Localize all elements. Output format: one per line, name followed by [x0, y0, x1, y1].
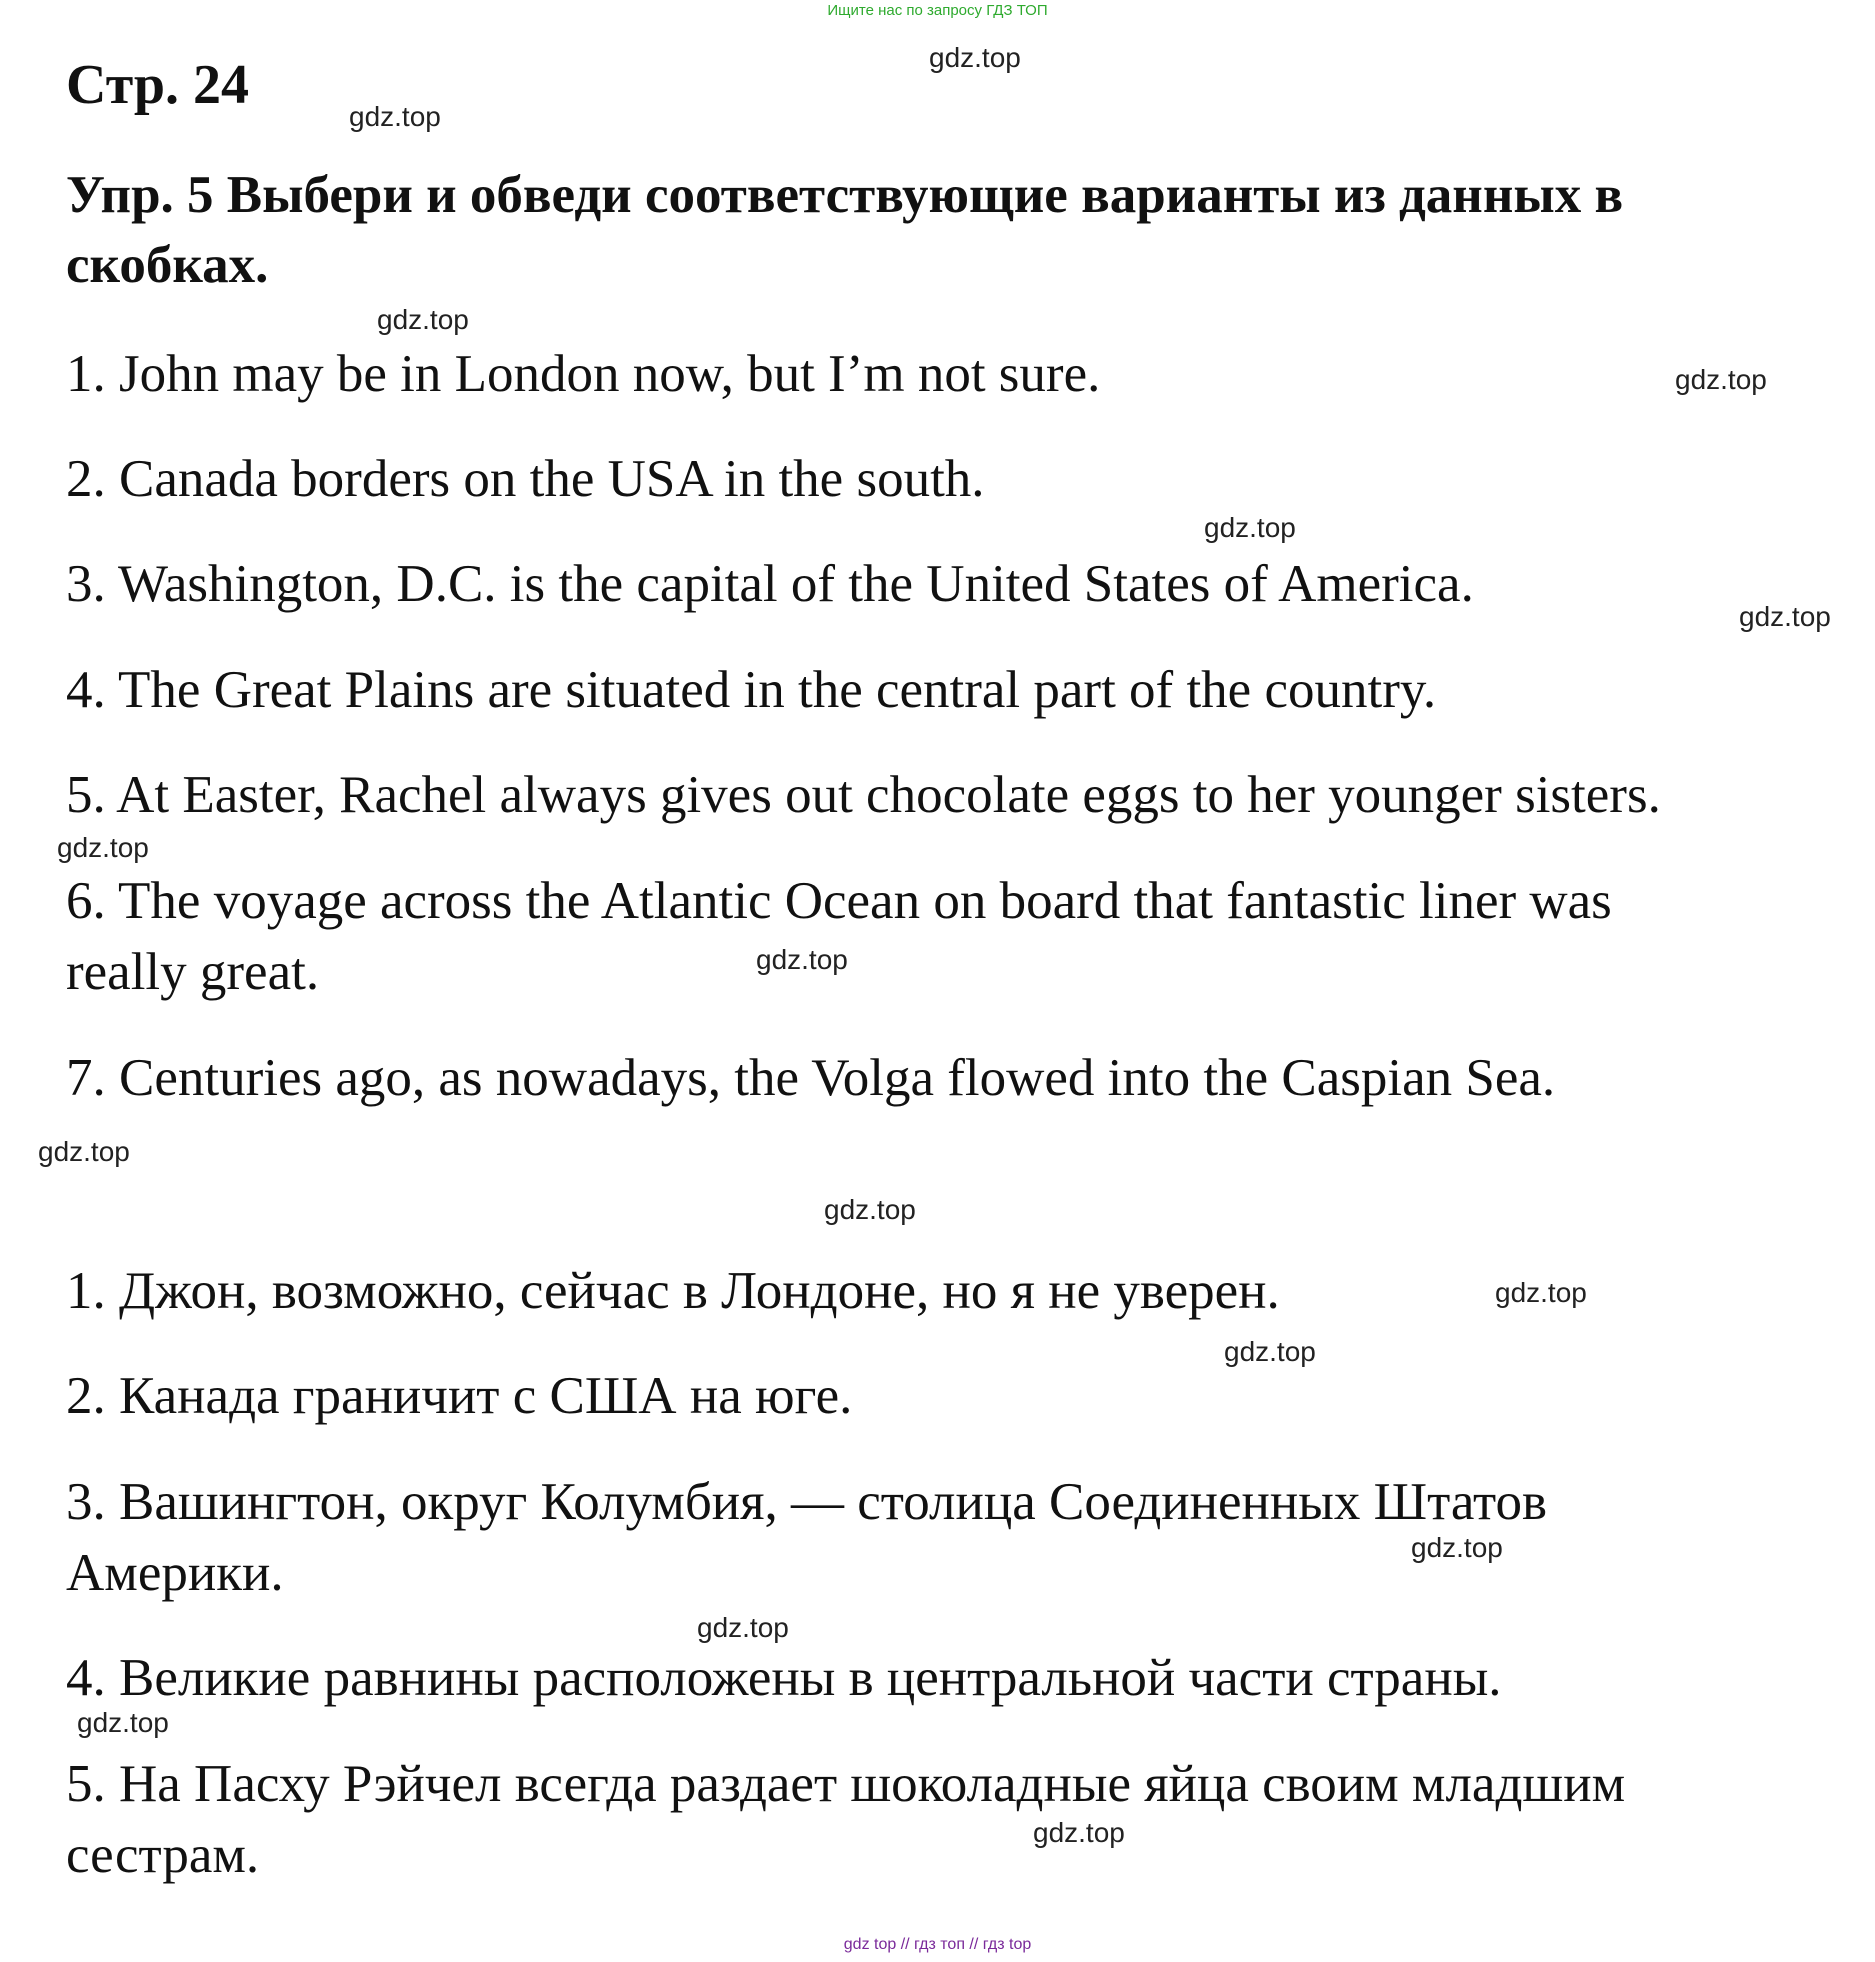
russian-sentence-1: 1. Джон, возможно, сейчас в Лондоне, но я не уверен.: [66, 1262, 1280, 1320]
russian-sentence-3: 3. Вашингтон, округ Колумбия, — столица Соединенных Штатов: [66, 1473, 1548, 1531]
watermark: gdz.top: [1204, 512, 1296, 543]
russian-sentence-4: 4. Великие равнины расположены в центральной части страны.: [66, 1649, 1502, 1707]
english-sentence-4: 4. The Great Plains are situated in the central part of the country.: [66, 661, 1437, 719]
watermark: gdz.top: [77, 1707, 169, 1738]
watermark: gdz.top: [1739, 601, 1831, 632]
watermark: gdz.top: [377, 304, 469, 335]
watermark: gdz.top: [697, 1612, 789, 1643]
top-banner: Ищите нас по запросу ГДЗ ТОП: [827, 2, 1048, 19]
watermark: gdz.top: [38, 1136, 130, 1167]
watermark: gdz.top: [1495, 1277, 1587, 1308]
english-sentence-5: 5. At Easter, Rachel always gives out chocolate eggs to her younger sisters.: [66, 766, 1661, 824]
english-sentence-3: 3. Washington, D.C. is the capital of the United States of America.: [66, 555, 1474, 613]
watermark: gdz.top: [1411, 1532, 1503, 1563]
watermark: gdz.top: [1675, 364, 1767, 395]
exercise-heading: Упр. 5 Выбери и обведи соответствующие варианты из данных в скобках.: [66, 166, 1624, 294]
english-sentence-1: 1. John may be in London now, but I’m not sure.: [66, 345, 1101, 403]
watermark: gdz.top: [349, 101, 441, 132]
russian-sentence-5: 5. На Пасху Рэйчел всегда раздает шоколадные яйца своим младшим: [66, 1755, 1626, 1813]
russian-sentence-2: 2. Канада граничит с США на юге.: [66, 1367, 853, 1425]
english-sentence-7: 7. Centuries ago, as nowadays, the Volga flowed into the Caspian Sea.: [66, 1049, 1556, 1107]
russian-sentence-5-cont: сестрам.: [66, 1826, 260, 1884]
footer-links: gdz top // гдз топ // гдз top: [843, 1936, 1032, 1953]
page-title: Стр. 24: [66, 54, 250, 116]
watermark: gdz.top: [1224, 1336, 1316, 1367]
english-sentence-6: 6. The voyage across the Atlantic Ocean on board that fantastic liner was: [66, 872, 1612, 930]
watermark: gdz.top: [929, 42, 1021, 73]
english-sentence-6-cont: really great.: [66, 943, 320, 1001]
watermark: gdz.top: [756, 944, 848, 975]
english-sentence-2: 2. Canada borders on the USA in the south.: [66, 450, 985, 508]
russian-sentence-3-cont: Америки.: [66, 1544, 284, 1602]
watermark: gdz.top: [824, 1194, 916, 1225]
watermark: gdz.top: [1033, 1817, 1125, 1848]
watermark: gdz.top: [57, 832, 149, 863]
